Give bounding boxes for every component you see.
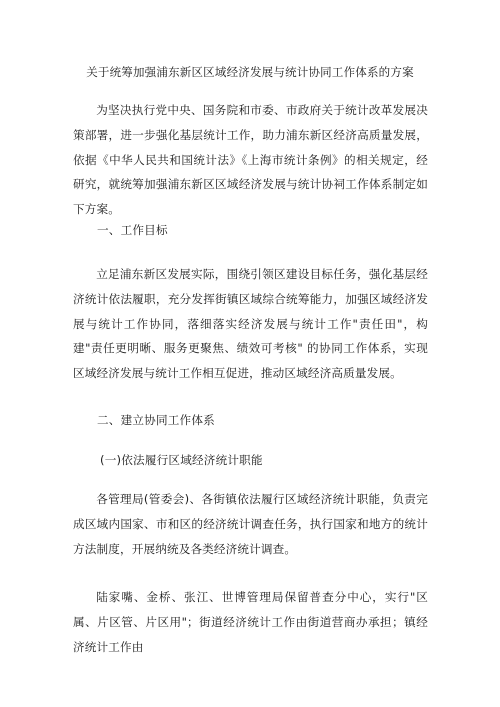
duties-paragraph: 各管理局(管委会)、各街镇依法履行区域经济统计职能，负责完成区域内国家、市和区的经济统计调查任务，执行国家和地方的统计方法制度，开展纳统及各类经济统计调查。	[73, 492, 428, 556]
section-heading-system: 二、建立协同工作体系	[97, 413, 215, 427]
goals-paragraph: 立足浦东新区发展实际，围绕引领区建设目标任务，强化基层经济统计依法履职，充分发挥街镇区域综合统筹能力，加强区域经济发展与统计工作协同，落细落实经济发展与统计工作"责任田"，构建"责任更明晰、服务更聚焦、绩效可考核" 的协同工作体系，实现区域经济发展与统计工作相互促进，推动区域经济高质量发展。	[73, 267, 428, 381]
document-title: 关于统筹加强浦东新区区域经济发展与统计协同工作体系的方案	[86, 65, 414, 79]
subsection-heading-duties: (一)依法履行区域经济统计职能	[100, 453, 263, 467]
intro-paragraph: 为坚决执行党中央、国务院和市委、市政府关于统计改革发展决策部署，进一步强化基层统计工作，助力浦东新区经济高质量发展，依据《中华人民共和国统计法》《上海市统计条例》的相关规定，经研究，就统筹加强浦东新区区域经济发展与统计协祠工作体系制定如下方案。	[73, 103, 428, 217]
management-paragraph: 陆家嘴、金桥、张江、世博管理局保留普查分中心，实行"区属、片区管、片区用"；街道经济统计工作由街道营商办承担；镇经济统计工作由	[73, 590, 428, 654]
section-heading-goals: 一、工作目标	[97, 223, 168, 237]
